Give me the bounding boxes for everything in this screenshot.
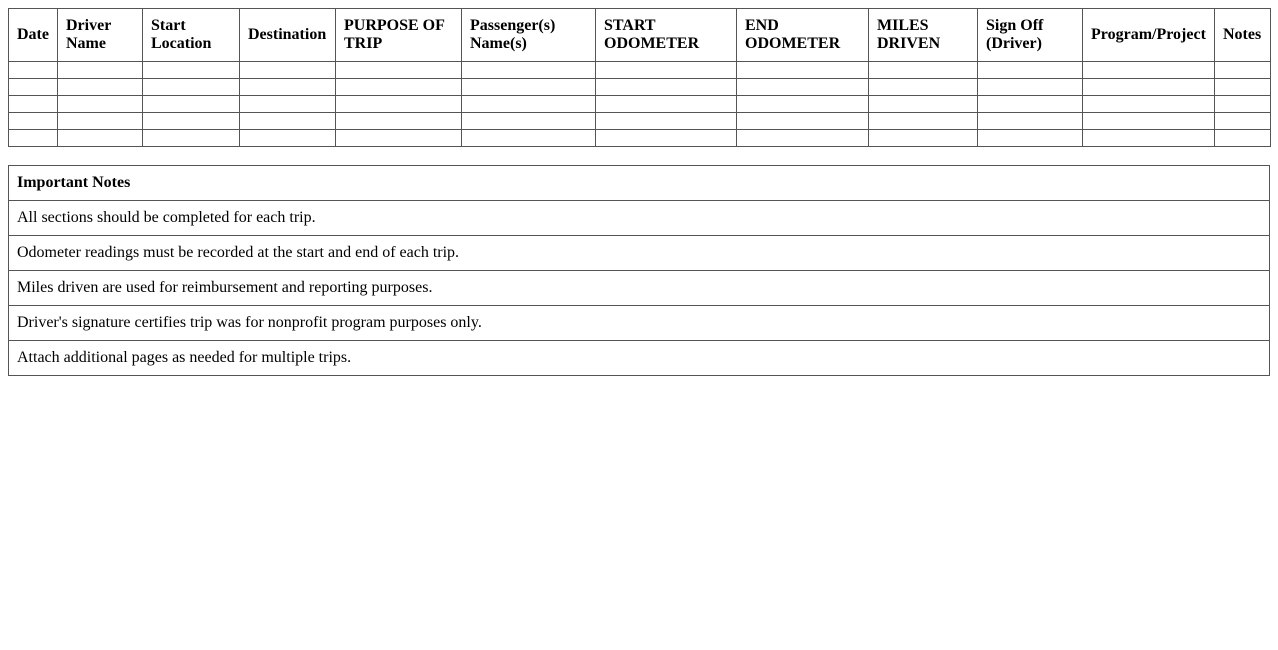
column-header-start-odometer: START ODOMETER — [596, 9, 737, 62]
trip-log-cell[interactable] — [1215, 79, 1271, 96]
trip-log-cell[interactable] — [737, 113, 869, 130]
trip-log-cell[interactable] — [9, 79, 58, 96]
column-header-start-location: Start Location — [143, 9, 240, 62]
trip-log-cell[interactable] — [9, 96, 58, 113]
trip-log-cell[interactable] — [596, 96, 737, 113]
trip-log-cell[interactable] — [336, 62, 462, 79]
trip-log-cell[interactable] — [737, 96, 869, 113]
trip-log-cell[interactable] — [9, 130, 58, 147]
trip-log-cell[interactable] — [978, 96, 1083, 113]
note-row — [9, 306, 1270, 341]
trip-log-cell[interactable] — [1083, 130, 1215, 147]
note-row — [9, 201, 1270, 236]
trip-log-cell[interactable] — [462, 62, 596, 79]
trip-log-body — [9, 62, 1271, 147]
important-notes-heading-row — [9, 166, 1270, 201]
trip-log-cell[interactable] — [336, 96, 462, 113]
note-row — [9, 341, 1270, 376]
important-notes-table — [8, 165, 1270, 376]
trip-log-cell[interactable] — [240, 96, 336, 113]
note-row — [9, 271, 1270, 306]
trip-log-cell[interactable] — [336, 79, 462, 96]
trip-log-cell[interactable] — [869, 62, 978, 79]
trip-log-cell[interactable] — [978, 130, 1083, 147]
column-header-notes: Notes — [1215, 9, 1271, 62]
trip-log-cell[interactable] — [1215, 130, 1271, 147]
trip-log-cell[interactable] — [596, 62, 737, 79]
trip-log-row — [9, 62, 1271, 79]
trip-log-table — [8, 8, 1271, 147]
column-header-sign-off-driver: Sign Off (Driver) — [978, 9, 1083, 62]
trip-log-cell[interactable] — [869, 113, 978, 130]
trip-log-cell[interactable] — [596, 130, 737, 147]
trip-log-cell[interactable] — [143, 113, 240, 130]
trip-log-cell[interactable] — [596, 113, 737, 130]
trip-log-cell[interactable] — [869, 79, 978, 96]
trip-log-cell[interactable] — [462, 79, 596, 96]
trip-log-cell[interactable] — [462, 113, 596, 130]
note-item: Attach additional pages as needed for multiple trips. — [9, 341, 1270, 376]
trip-log-cell[interactable] — [869, 130, 978, 147]
trip-log-cell[interactable] — [1215, 113, 1271, 130]
column-header-date: Date — [9, 9, 58, 62]
trip-log-cell[interactable] — [240, 130, 336, 147]
trip-log-cell[interactable] — [240, 113, 336, 130]
trip-log-cell[interactable] — [1215, 62, 1271, 79]
trip-log-cell[interactable] — [58, 130, 143, 147]
trip-log-cell[interactable] — [462, 130, 596, 147]
trip-log-cell[interactable] — [58, 113, 143, 130]
trip-log-cell[interactable] — [143, 79, 240, 96]
column-header-passenger-names: Passenger(s) Name(s) — [462, 9, 596, 62]
trip-log-cell[interactable] — [1083, 62, 1215, 79]
important-notes-heading: Important Notes — [9, 166, 1270, 201]
trip-log-cell[interactable] — [58, 96, 143, 113]
column-header-end-odometer: END ODOMETER — [737, 9, 869, 62]
note-item: Odometer readings must be recorded at the start and end of each trip. — [9, 236, 1270, 271]
note-item: Miles driven are used for reimbursement and reporting purposes. — [9, 271, 1270, 306]
trip-log-cell[interactable] — [58, 62, 143, 79]
trip-log-cell[interactable] — [737, 130, 869, 147]
trip-log-cell[interactable] — [1083, 113, 1215, 130]
column-header-miles-driven: MILES DRIVEN — [869, 9, 978, 62]
trip-log-cell[interactable] — [978, 79, 1083, 96]
trip-log-cell[interactable] — [240, 79, 336, 96]
trip-log-cell[interactable] — [978, 62, 1083, 79]
column-header-program-project: Program/Project — [1083, 9, 1215, 62]
trip-log-row — [9, 79, 1271, 96]
trip-log-header-row — [9, 9, 1271, 62]
trip-log-cell[interactable] — [58, 79, 143, 96]
note-row — [9, 236, 1270, 271]
mileage-log-page — [8, 8, 1270, 376]
column-header-driver-name: Driver Name — [58, 9, 143, 62]
trip-log-cell[interactable] — [869, 96, 978, 113]
trip-log-row — [9, 113, 1271, 130]
trip-log-cell[interactable] — [240, 62, 336, 79]
trip-log-row — [9, 96, 1271, 113]
trip-log-row — [9, 130, 1271, 147]
trip-log-cell[interactable] — [143, 96, 240, 113]
trip-log-cell[interactable] — [1215, 96, 1271, 113]
trip-log-cell[interactable] — [336, 130, 462, 147]
trip-log-cell[interactable] — [462, 96, 596, 113]
trip-log-cell[interactable] — [737, 62, 869, 79]
trip-log-cell[interactable] — [9, 62, 58, 79]
note-item: All sections should be completed for each trip. — [9, 201, 1270, 236]
trip-log-cell[interactable] — [9, 113, 58, 130]
trip-log-cell[interactable] — [1083, 96, 1215, 113]
column-header-destination: Destination — [240, 9, 336, 62]
trip-log-cell[interactable] — [1083, 79, 1215, 96]
note-item: Driver's signature certifies trip was for nonprofit program purposes only. — [9, 306, 1270, 341]
trip-log-cell[interactable] — [336, 113, 462, 130]
column-header-purpose-of-trip: PURPOSE OF TRIP — [336, 9, 462, 62]
trip-log-cell[interactable] — [143, 130, 240, 147]
trip-log-cell[interactable] — [596, 79, 737, 96]
trip-log-cell[interactable] — [737, 79, 869, 96]
trip-log-cell[interactable] — [143, 62, 240, 79]
trip-log-cell[interactable] — [978, 113, 1083, 130]
